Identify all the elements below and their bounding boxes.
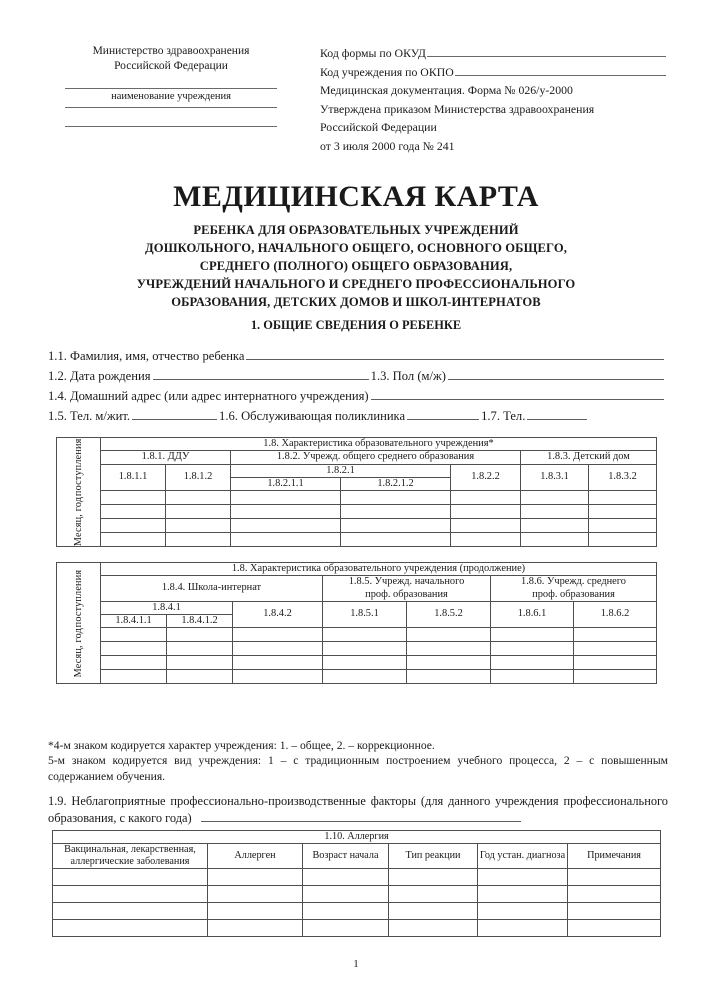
ministry-line-1: Министерство здравоохранения: [92, 45, 250, 57]
allergy-col-header-onset-age: Возраст начала: [303, 844, 389, 869]
entry-cell[interactable]: [303, 886, 389, 903]
entry-cell[interactable]: [101, 519, 166, 533]
side-label-line-2: поступления: [72, 438, 84, 496]
entry-cell[interactable]: [53, 920, 208, 937]
entry-cell[interactable]: [521, 519, 589, 533]
education-institution-table-2: [56, 562, 657, 684]
table-row: [57, 533, 657, 547]
entry-cell[interactable]: [451, 491, 521, 505]
allergy-col-header-diagnosis-year: Год устан. диагноза: [478, 844, 568, 869]
ministry-line-2: Российской Федерации: [114, 60, 228, 73]
entry-cell[interactable]: [589, 491, 657, 505]
allergy-table-title: 1.10. Аллергия: [53, 831, 661, 844]
allergy-col-header-reaction-type: Тип реакции: [389, 844, 478, 869]
group-header-primary-prof-line-1: 1.8.5. Учрежд. начального: [348, 576, 465, 588]
entry-cell[interactable]: [568, 920, 661, 937]
allergy-col-header-allergen: Аллерген: [208, 844, 303, 869]
entry-cell[interactable]: [53, 886, 208, 903]
table-row: [57, 670, 657, 684]
general-info-fields: [48, 348, 666, 428]
group-header-primary-prof: [323, 576, 491, 602]
field-label-clinic-phone: 1.7. Тел.: [481, 408, 526, 423]
footnotes-block: [48, 738, 668, 784]
entry-cell[interactable]: [303, 903, 389, 920]
group-header-orphanage: 1.8.3. Детский дом: [521, 451, 657, 464]
table-row: [57, 519, 657, 533]
code-cell-1-8-1-2: 1.8.1.2: [166, 464, 231, 491]
entry-cell[interactable]: [231, 533, 341, 547]
table-row: [57, 576, 657, 602]
entry-cell[interactable]: [101, 505, 166, 519]
entry-cell[interactable]: [166, 533, 231, 547]
entry-cell[interactable]: [101, 656, 167, 670]
field-label-birth-date: 1.2. Дата рождения: [48, 368, 151, 383]
code-cell-1-8-2-1-2: 1.8.2.1.2: [341, 477, 451, 490]
entry-cell[interactable]: [208, 903, 303, 920]
field-input-home-address[interactable]: [371, 388, 664, 400]
entry-cell[interactable]: [568, 886, 661, 903]
table-row: [53, 831, 661, 844]
allergy-col-header-disease: Вакцинальная, лекарственная, аллергические заболевания: [53, 844, 208, 869]
field-label-sex: 1.3. Пол (м/ж): [370, 368, 446, 383]
entry-cell[interactable]: [167, 656, 233, 670]
field-input-clinic[interactable]: [407, 408, 479, 420]
field-row-1-1: [48, 348, 666, 368]
field-label-home-address: 1.4. Домашний адрес (или адрес интернатного учреждения): [48, 388, 369, 403]
field-label-home-phone: 1.5. Тел. м/жит.: [48, 408, 131, 423]
section-1-9-input-line[interactable]: [201, 810, 521, 822]
field-row-1-5: [48, 408, 666, 428]
table-header-row: [53, 844, 661, 869]
entry-cell[interactable]: [574, 670, 657, 684]
masthead-right-block: [320, 44, 666, 155]
code-cell-1-8-3-2: 1.8.3.2: [589, 464, 657, 491]
document-title: МЕДИЦИНСКАЯ КАРТА: [173, 180, 539, 213]
entry-cell[interactable]: [53, 869, 208, 886]
institution-name-rule-2: [65, 107, 277, 108]
entry-cell[interactable]: [233, 670, 323, 684]
entry-cell[interactable]: [407, 656, 491, 670]
subtitle-line-2: ДОШКОЛЬНОГО, НАЧАЛЬНОГО ОБЩЕГО, ОСНОВНОГО ОБЩЕГО,: [145, 240, 567, 255]
table-row: [57, 438, 657, 451]
code-cell-1-8-5-2: 1.8.5.2: [407, 601, 491, 628]
entry-cell[interactable]: [589, 519, 657, 533]
entry-cell[interactable]: [323, 628, 407, 642]
table-row: [53, 903, 661, 920]
group-header-secondary-prof-line-2: проф. образования: [532, 588, 615, 600]
entry-cell[interactable]: [101, 670, 167, 684]
entry-cell[interactable]: [478, 886, 568, 903]
entry-cell[interactable]: [389, 903, 478, 920]
table-row: [57, 656, 657, 670]
code-cell-1-8-4-2: 1.8.4.2: [233, 601, 323, 628]
field-input-home-phone[interactable]: [132, 408, 217, 420]
entry-cell[interactable]: [521, 505, 589, 519]
approved-line-1: Утверждена приказом Министерства здравоохранения: [320, 101, 595, 116]
entry-cell[interactable]: [574, 642, 657, 656]
entry-cell[interactable]: [233, 656, 323, 670]
entry-cell[interactable]: [451, 519, 521, 533]
masthead: [46, 44, 666, 155]
subtitle-line-3: СРЕДНЕГО (ПОЛНОГО) ОБЩЕГО ОБРАЗОВАНИЯ,: [199, 258, 513, 273]
table-row: [57, 601, 657, 614]
entry-cell[interactable]: [589, 505, 657, 519]
group-header-general-education: 1.8.2. Учрежд. общего среднего образования: [231, 451, 521, 464]
entry-cell[interactable]: [208, 920, 303, 937]
field-label-clinic: 1.6. Обслуживающая поликлиника: [219, 408, 406, 423]
side-label-line-1: Месяц, год: [72, 496, 84, 547]
table-row: [57, 464, 657, 477]
okpo-label: Код учреждения по ОКПО: [320, 64, 454, 79]
document-subtitle: [56, 222, 656, 311]
okud-row: [320, 44, 666, 63]
table-row: [53, 886, 661, 903]
entry-cell[interactable]: [451, 505, 521, 519]
code-cell-1-8-5-1: 1.8.5.1: [323, 601, 407, 628]
entry-cell[interactable]: [341, 519, 451, 533]
entry-cell[interactable]: [231, 519, 341, 533]
entry-cell[interactable]: [341, 505, 451, 519]
entry-cell[interactable]: [233, 628, 323, 642]
entry-cell[interactable]: [389, 920, 478, 937]
entry-cell[interactable]: [389, 869, 478, 886]
entry-cell[interactable]: [166, 491, 231, 505]
code-cell-1-8-6-1: 1.8.6.1: [491, 601, 574, 628]
field-row-1-4: [48, 388, 666, 408]
code-cell-1-8-2-2: 1.8.2.2: [451, 464, 521, 491]
entry-cell[interactable]: [478, 920, 568, 937]
group-header-secondary-prof: [491, 576, 657, 602]
group-header-secondary-prof-line-1: 1.8.6. Учрежд. среднего: [521, 576, 626, 588]
institution-name-rule-3: [65, 126, 277, 127]
entry-cell[interactable]: [568, 869, 661, 886]
code-cell-1-8-6-2: 1.8.6.2: [574, 601, 657, 628]
table-row: [57, 505, 657, 519]
side-label-line-1: Месяц, год: [72, 627, 84, 678]
entry-cell[interactable]: [389, 886, 478, 903]
doc-form-number: Медицинская документация. Форма № 026/у-2000: [320, 83, 573, 98]
entry-cell[interactable]: [101, 642, 167, 656]
entry-cell[interactable]: [53, 903, 208, 920]
entry-cell[interactable]: [101, 628, 167, 642]
entry-cell[interactable]: [166, 519, 231, 533]
section-1-9: [48, 793, 668, 826]
subtitle-line-5: ОБРАЗОВАНИЯ, ДЕТСКИХ ДОМОВ И ШКОЛ-ИНТЕРНАТОВ: [171, 294, 541, 309]
masthead-left-block: [46, 44, 296, 127]
edu-table-1-title: 1.8. Характеристика образовательного учреждения*: [101, 438, 657, 451]
entry-cell[interactable]: [491, 670, 574, 684]
entry-cell[interactable]: [341, 533, 451, 547]
entry-cell[interactable]: [589, 533, 657, 547]
entry-cell[interactable]: [167, 628, 233, 642]
table-row: [53, 869, 661, 886]
entry-cell[interactable]: [323, 642, 407, 656]
code-cell-1-8-2-1-1: 1.8.2.1.1: [231, 477, 341, 490]
edu-table-2-title: 1.8. Характеристика образовательного учреждения (продолжение): [101, 563, 657, 576]
field-input-full-name[interactable]: [246, 348, 664, 360]
group-header-boarding-school: 1.8.4. Школа-интернат: [101, 576, 323, 602]
entry-cell[interactable]: [303, 920, 389, 937]
entry-cell[interactable]: [208, 869, 303, 886]
side-label-month-year-1: [57, 438, 101, 547]
entry-cell[interactable]: [303, 869, 389, 886]
entry-cell[interactable]: [574, 656, 657, 670]
entry-cell[interactable]: [323, 656, 407, 670]
okpo-input-line[interactable]: [455, 65, 666, 76]
table-row: [53, 920, 661, 937]
page-number: 1: [353, 958, 359, 970]
section-1-heading: 1. ОБЩИЕ СВЕДЕНИЯ О РЕБЕНКЕ: [250, 318, 462, 332]
entry-cell[interactable]: [233, 642, 323, 656]
side-label-line-2: поступления: [72, 569, 84, 627]
entry-cell[interactable]: [491, 642, 574, 656]
subtitle-line-4: УЧРЕЖДЕНИЙ НАЧАЛЬНОГО И СРЕДНЕГО ПРОФЕССИОНАЛЬНОГО: [136, 276, 576, 291]
field-input-birth-date[interactable]: [153, 368, 369, 380]
field-input-clinic-phone[interactable]: [527, 408, 587, 420]
entry-cell[interactable]: [341, 491, 451, 505]
code-cell-1-8-2-1: 1.8.2.1: [231, 464, 451, 477]
entry-cell[interactable]: [407, 628, 491, 642]
entry-cell[interactable]: [323, 670, 407, 684]
table-row: [57, 491, 657, 505]
table-row: [57, 451, 657, 464]
entry-cell[interactable]: [101, 491, 166, 505]
allergy-col-header-notes: Примечания: [568, 844, 661, 869]
group-header-primary-prof-line-2: проф. образования: [365, 588, 448, 600]
okpo-row: [320, 63, 666, 82]
entry-cell[interactable]: [167, 670, 233, 684]
okud-input-line[interactable]: [427, 46, 666, 57]
okud-label: Код формы по ОКУД: [320, 46, 426, 60]
entry-cell[interactable]: [231, 491, 341, 505]
table-row: [57, 563, 657, 576]
entry-cell[interactable]: [521, 533, 589, 547]
education-institution-table-1: [56, 437, 657, 547]
entry-cell[interactable]: [167, 642, 233, 656]
group-header-ddu: 1.8.1. ДДУ: [101, 451, 231, 464]
entry-cell[interactable]: [101, 533, 166, 547]
institution-name-caption: наименование учреждения: [111, 90, 231, 102]
field-label-full-name: 1.1. Фамилия, имя, отчество ребенка: [48, 348, 245, 363]
entry-cell[interactable]: [478, 903, 568, 920]
entry-cell[interactable]: [574, 628, 657, 642]
side-label-month-year-2: [57, 563, 101, 684]
entry-cell[interactable]: [166, 505, 231, 519]
code-cell-1-8-4-1: 1.8.4.1: [101, 601, 233, 614]
approved-line-2: Российской Федерации: [320, 120, 437, 135]
approved-line-3: от 3 июля 2000 года № 241: [320, 138, 455, 153]
table-row: [57, 628, 657, 642]
entry-cell[interactable]: [491, 656, 574, 670]
entry-cell[interactable]: [478, 869, 568, 886]
code-cell-1-8-3-1: 1.8.3.1: [521, 464, 589, 491]
subtitle-line-1: РЕБЕНКА ДЛЯ ОБРАЗОВАТЕЛЬНЫХ УЧРЕЖДЕНИЙ: [193, 223, 519, 237]
entry-cell[interactable]: [231, 505, 341, 519]
code-cell-1-8-4-1-2: 1.8.4.1.2: [167, 615, 233, 628]
entry-cell[interactable]: [208, 886, 303, 903]
field-row-1-2: [48, 368, 666, 388]
table-row: [57, 642, 657, 656]
entry-cell[interactable]: [568, 903, 661, 920]
footnote-1: *4-м знаком кодируется характер учреждения: 1. – общее, 2. – коррекционное.: [48, 739, 435, 752]
code-cell-1-8-4-1-1: 1.8.4.1.1: [101, 615, 167, 628]
code-cell-1-8-1-1: 1.8.1.1: [101, 464, 166, 491]
entry-cell[interactable]: [407, 642, 491, 656]
footnote-2: 5-м знаком кодируется вид учреждения: 1 – с традиционным построением учебного процесса, 2 – с повышенным содержанием обучения.: [48, 754, 668, 783]
entry-cell[interactable]: [407, 670, 491, 684]
entry-cell[interactable]: [491, 628, 574, 642]
entry-cell[interactable]: [521, 491, 589, 505]
entry-cell[interactable]: [451, 533, 521, 547]
field-input-sex[interactable]: [448, 368, 664, 380]
allergy-table: [52, 830, 661, 937]
section-1-9-text: 1.9. Неблагоприятные профессионально-производственные факторы (для данного учреждения профессионального образования, с какого года): [48, 794, 668, 825]
